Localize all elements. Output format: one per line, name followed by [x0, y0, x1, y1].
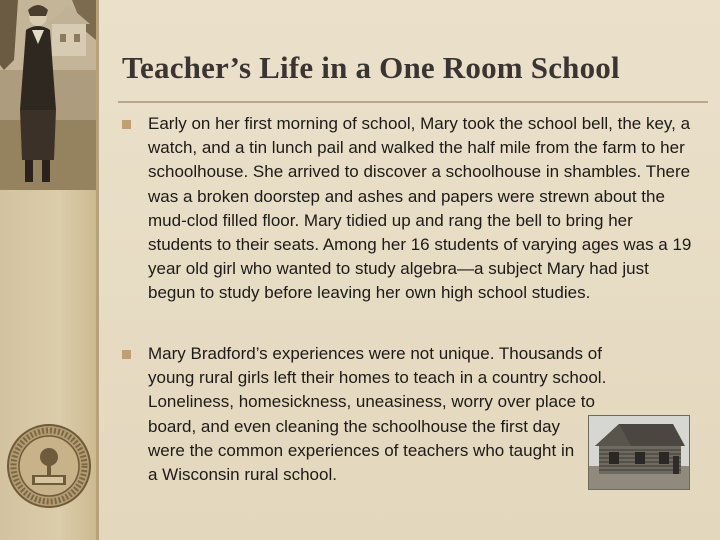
teacher-photo: [0, 0, 96, 190]
bullet-text-line: Loneliness, homesickness, uneasiness, worry over place to: [148, 392, 595, 412]
bullet-text: Early on her first morning of school, Mary took the school bell, the key, a watch, and a tin lunch pail and walked the half mile from the farm to her schoolhouse. She arrived to discover a schoolhouse in shambles. There was a broken doorstep and ashes and papers were strewn about the mud-clod filled floor. Mary tidied up and rang the bell to bring her students to their seats. Among her 16 students of varying ages was a 19 year old girl who wanted to study algebra—a subject Mary had just begun to study before leaving her own high school studies.: [148, 114, 692, 303]
strip-divider: [96, 0, 99, 540]
bullet-text-line: Mary Bradford’s experiences were not unique. Thousands of: [148, 344, 602, 363]
bullet-text: [148, 342, 607, 487]
bullet-text-line: young rural girls left their homes to teach in a country school.: [148, 368, 607, 388]
title-divider: [118, 101, 708, 103]
slide-title: Teacher’s Life in a One Room School: [122, 50, 620, 85]
bullet-square-icon: [122, 350, 131, 359]
bullet-item: [120, 112, 695, 306]
bullet-text-rest: board, and even cleaning the schoolhouse the first day were the common experiences of teachers who taught in a Wisconsin rural school.: [148, 416, 575, 485]
bullet-square-icon: [122, 120, 131, 129]
university-seal-icon: [6, 423, 92, 509]
schoolhouse-photo: [588, 415, 690, 490]
